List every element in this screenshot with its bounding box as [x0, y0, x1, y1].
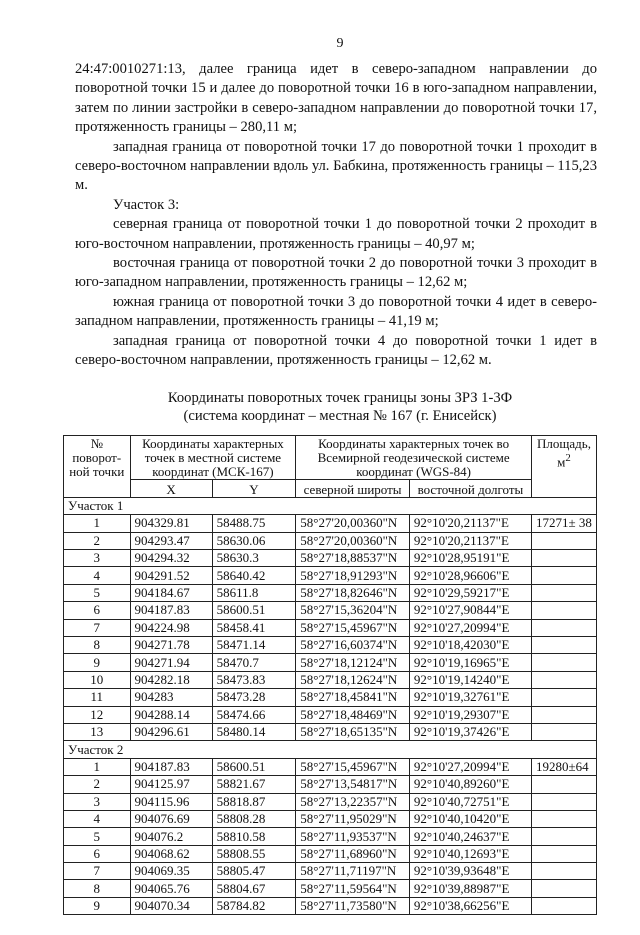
header-area [531, 435, 596, 497]
latitude: 58°27'13,54817"N [296, 776, 410, 793]
longitude: 92°10'19,16965"E [409, 654, 531, 671]
x-coordinate: 904069.35 [130, 863, 212, 880]
area [531, 654, 596, 671]
y-coordinate: 58488.75 [212, 515, 296, 532]
area [531, 550, 596, 567]
longitude: 92°10'20,21137"E [409, 515, 531, 532]
longitude: 92°10'38,66256"E [409, 897, 531, 914]
y-coordinate: 58804.67 [212, 880, 296, 897]
point-number: 5 [64, 828, 131, 845]
point-number: 2 [64, 532, 131, 549]
y-coordinate: 58630.06 [212, 532, 296, 549]
point-number: 4 [64, 567, 131, 584]
table-title-line-2: (система координат – местная № 167 (г. Енисейск) [183, 407, 497, 424]
y-coordinate: 58470.7 [212, 654, 296, 671]
latitude: 58°27'11,59564"N [296, 880, 410, 897]
paragraph: южная граница от поворотной точки 3 до поворотной точки 4 идет в северо-западном направлении, протяженность границы – 41,19 м; [75, 293, 597, 330]
coordinates-table [63, 435, 597, 916]
table-title-line-1: Координаты поворотных точек границы зоны ЗРЗ 1-3Ф [167, 389, 513, 406]
y-coordinate: 58808.55 [212, 845, 296, 862]
area [531, 845, 596, 862]
table-row [64, 776, 597, 793]
x-coordinate: 904224.98 [130, 619, 212, 636]
x-coordinate: 904070.34 [130, 897, 212, 914]
y-coordinate: 58471.14 [212, 637, 296, 654]
latitude: 58°27'16,60374"N [296, 637, 410, 654]
area [531, 584, 596, 601]
point-number: 6 [64, 845, 131, 862]
x-coordinate: 904065.76 [130, 880, 212, 897]
section-row [64, 741, 597, 758]
y-coordinate: 58808.28 [212, 810, 296, 827]
table-row [64, 584, 597, 601]
point-number: 6 [64, 602, 131, 619]
y-coordinate: 58818.87 [212, 793, 296, 810]
header-x: X [130, 479, 212, 497]
point-number: 7 [64, 863, 131, 880]
table-row [64, 602, 597, 619]
area [531, 637, 596, 654]
header-wgs-coordinates: Координаты характерных точек во Всемирной геодезической системе координат (WGS-84) [296, 435, 532, 479]
paragraph: западная граница от поворотной точки 17 до поворотной точки 1 проходит в северо-восточном направлении вдоль ул. Бабкина, протяженность границы – 115,23 м. [75, 138, 597, 194]
y-coordinate: 58600.51 [212, 758, 296, 775]
latitude: 58°27'11,71197"N [296, 863, 410, 880]
table-row [64, 654, 597, 671]
header-local-coordinates: Координаты характерных точек в местной системе координат (МСК-167) [130, 435, 296, 479]
paragraph: восточная граница от поворотной точки 2 до поворотной точки 3 проходит в юго-западном направлении, протяженность границы – 12,62 м; [75, 255, 597, 291]
area [531, 567, 596, 584]
longitude: 92°10'19,37426"E [409, 723, 531, 740]
point-number: 12 [64, 706, 131, 723]
latitude: 58°27'15,36204"N [296, 602, 410, 619]
header-area-superscript: 2 [565, 451, 571, 464]
latitude: 58°27'18,82646"N [296, 584, 410, 601]
point-number: 3 [64, 550, 131, 567]
area [531, 793, 596, 810]
header-latitude: северной широты [296, 479, 410, 497]
area [531, 810, 596, 827]
y-coordinate: 58810.58 [212, 828, 296, 845]
header-point-number: № поворот-ной точки [64, 435, 131, 497]
y-coordinate: 58611.8 [212, 584, 296, 601]
table-row [64, 567, 597, 584]
table-row [64, 532, 597, 549]
longitude: 92°10'28,95191"E [409, 550, 531, 567]
table-row [64, 723, 597, 740]
x-coordinate: 904296.61 [130, 723, 212, 740]
x-coordinate: 904125.97 [130, 776, 212, 793]
x-coordinate: 904271.78 [130, 637, 212, 654]
latitude: 58°27'18,12124"N [296, 654, 410, 671]
longitude: 92°10'40,72751"E [409, 793, 531, 810]
area [531, 828, 596, 845]
latitude: 58°27'11,68960"N [296, 845, 410, 862]
paragraph: Участок 3: [113, 196, 180, 213]
point-number: 8 [64, 637, 131, 654]
point-number: 3 [64, 793, 131, 810]
x-coordinate: 904294.32 [130, 550, 212, 567]
longitude: 92°10'19,14240"E [409, 671, 531, 688]
section-name: Участок 1 [64, 497, 597, 514]
longitude: 92°10'40,10420"E [409, 810, 531, 827]
y-coordinate: 58458.41 [212, 619, 296, 636]
point-number: 5 [64, 584, 131, 601]
table-row [64, 689, 597, 706]
y-coordinate: 58473.28 [212, 689, 296, 706]
section-name: Участок 2 [64, 741, 597, 758]
point-number: 9 [64, 897, 131, 914]
point-number: 1 [64, 758, 131, 775]
body-text [75, 60, 597, 371]
x-coordinate: 904271.94 [130, 654, 212, 671]
y-coordinate: 58600.51 [212, 602, 296, 619]
longitude: 92°10'27,20994"E [409, 758, 531, 775]
area: 19280±64 [531, 758, 596, 775]
latitude: 58°27'11,93537"N [296, 828, 410, 845]
point-number: 2 [64, 776, 131, 793]
area [531, 706, 596, 723]
table-row [64, 880, 597, 897]
latitude: 58°27'18,88537"N [296, 550, 410, 567]
x-coordinate: 904076.2 [130, 828, 212, 845]
header-y: Y [212, 479, 296, 497]
latitude: 58°27'18,12624"N [296, 671, 410, 688]
table-row [64, 863, 597, 880]
point-number: 13 [64, 723, 131, 740]
table-row [64, 619, 597, 636]
y-coordinate: 58480.14 [212, 723, 296, 740]
y-coordinate: 58474.66 [212, 706, 296, 723]
longitude: 92°10'27,20994"E [409, 619, 531, 636]
point-number: 7 [64, 619, 131, 636]
longitude: 92°10'18,42030"E [409, 637, 531, 654]
x-coordinate: 904288.14 [130, 706, 212, 723]
point-number: 4 [64, 810, 131, 827]
point-number: 10 [64, 671, 131, 688]
page-number: 9 [336, 36, 344, 51]
x-coordinate: 904187.83 [130, 602, 212, 619]
x-coordinate: 904283 [130, 689, 212, 706]
paragraph: северная граница от поворотной точки 1 до поворотной точки 2 проходит в юго-восточном направлении, протяженность границы – 40,97 м; [75, 216, 597, 252]
x-coordinate: 904282.18 [130, 671, 212, 688]
x-coordinate: 904184.67 [130, 584, 212, 601]
area [531, 880, 596, 897]
table-row [64, 845, 597, 862]
latitude: 58°27'13,22357"N [296, 793, 410, 810]
longitude: 92°10'27,90844"E [409, 602, 531, 619]
area [531, 671, 596, 688]
x-coordinate: 904291.52 [130, 567, 212, 584]
longitude: 92°10'39,93648"E [409, 863, 531, 880]
area: 17271± 38 [531, 515, 596, 532]
longitude: 92°10'20,21137"E [409, 532, 531, 549]
latitude: 58°27'18,45841"N [296, 689, 410, 706]
header-longitude: восточной долготы [409, 479, 531, 497]
point-number: 1 [64, 515, 131, 532]
table-row [64, 810, 597, 827]
latitude: 58°27'15,45967"N [296, 619, 410, 636]
point-number: 11 [64, 689, 131, 706]
longitude: 92°10'19,29307"E [409, 706, 531, 723]
latitude: 58°27'18,65135"N [296, 723, 410, 740]
area [531, 602, 596, 619]
y-coordinate: 58784.82 [212, 897, 296, 914]
x-coordinate: 904115.96 [130, 793, 212, 810]
table-row [64, 515, 597, 532]
section-row [64, 497, 597, 514]
x-coordinate: 904329.81 [130, 515, 212, 532]
table-row [64, 897, 597, 914]
x-coordinate: 904293.47 [130, 532, 212, 549]
latitude: 58°27'18,48469"N [296, 706, 410, 723]
table-title [63, 389, 597, 425]
longitude: 92°10'28,96606"E [409, 567, 531, 584]
area [531, 863, 596, 880]
y-coordinate: 58630.3 [212, 550, 296, 567]
latitude: 58°27'15,45967"N [296, 758, 410, 775]
latitude: 58°27'18,91293"N [296, 567, 410, 584]
longitude: 92°10'29,59217"E [409, 584, 531, 601]
y-coordinate: 58473.83 [212, 671, 296, 688]
x-coordinate: 904076.69 [130, 810, 212, 827]
latitude: 58°27'20,00360"N [296, 515, 410, 532]
table-row [64, 706, 597, 723]
longitude: 92°10'39,88987"E [409, 880, 531, 897]
table-row [64, 671, 597, 688]
area [531, 619, 596, 636]
latitude: 58°27'11,95029"N [296, 810, 410, 827]
y-coordinate: 58805.47 [212, 863, 296, 880]
latitude: 58°27'11,73580"N [296, 897, 410, 914]
longitude: 92°10'40,89260"E [409, 776, 531, 793]
area [531, 776, 596, 793]
area [531, 723, 596, 740]
x-coordinate: 904187.83 [130, 758, 212, 775]
area [531, 532, 596, 549]
table-row [64, 550, 597, 567]
point-number: 9 [64, 654, 131, 671]
longitude: 92°10'40,12693"E [409, 845, 531, 862]
table-row [64, 637, 597, 654]
area [531, 897, 596, 914]
longitude: 92°10'19,32761"E [409, 689, 531, 706]
header-area-label: Площадь, м [537, 435, 591, 469]
y-coordinate: 58821.67 [212, 776, 296, 793]
y-coordinate: 58640.42 [212, 567, 296, 584]
table-row [64, 828, 597, 845]
area [531, 689, 596, 706]
paragraph: 24:47:0010271:13, далее граница идет в северо-западном направлении до поворотной точки 15 и далее до поворотной точки 16 в юго-западном направлении, затем по линии застройки в северо-западном направлении до поворотной точки 17, протяженность границы – 280,11 м; [75, 61, 597, 136]
longitude: 92°10'40,24637"E [409, 828, 531, 845]
latitude: 58°27'20,00360"N [296, 532, 410, 549]
paragraph: западная граница от поворотной точки 4 до поворотной точки 1 идет в северо-восточном направлении, протяженность границы – 12,62 м. [75, 332, 597, 369]
table-row [64, 793, 597, 810]
x-coordinate: 904068.62 [130, 845, 212, 862]
table-row [64, 758, 597, 775]
point-number: 8 [64, 880, 131, 897]
